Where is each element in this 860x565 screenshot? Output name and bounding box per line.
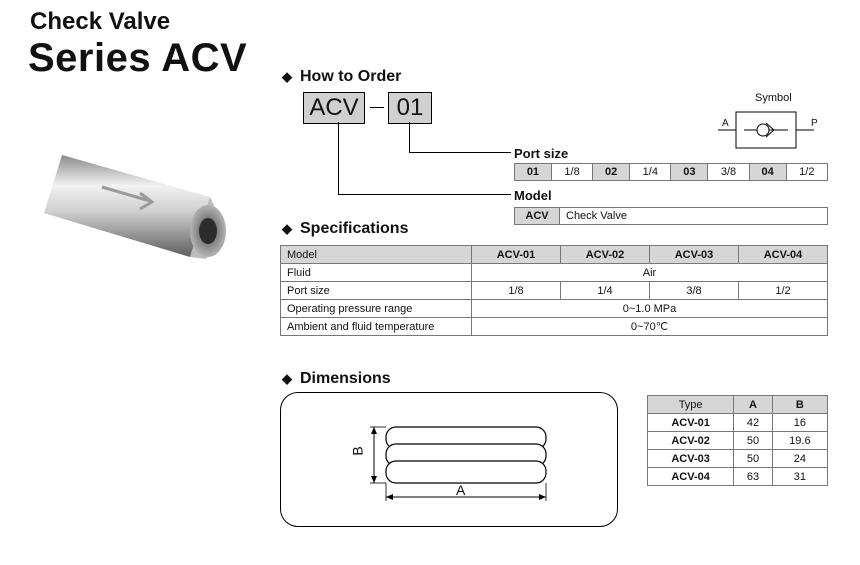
spec-header-cell: ACV-03 — [650, 246, 739, 264]
spec-value-cell: Air — [472, 264, 828, 282]
dimensions-heading-text: Dimensions — [300, 370, 391, 387]
table-row — [515, 208, 828, 225]
spec-row-label: Fluid — [281, 264, 472, 282]
symbol-port-a: A — [722, 118, 729, 129]
symbol-port-p: P — [811, 118, 818, 129]
table-row — [648, 468, 828, 486]
port-code-cell: 01 — [515, 164, 552, 181]
model-code-cell: ACV — [515, 208, 560, 225]
dim-header-cell: A — [734, 396, 773, 414]
dim-value-cell: 50 — [734, 450, 773, 468]
spec-header-cell: ACV-01 — [472, 246, 561, 264]
diamond-bullet-icon: ◆ — [282, 69, 292, 84]
spec-value-cell: 1/4 — [561, 282, 650, 300]
how-to-order-heading — [282, 68, 401, 86]
dim-value-cell: 42 — [734, 414, 773, 432]
drawing-label-a: A — [456, 482, 466, 498]
spec-row-label: Port size — [281, 282, 472, 300]
dimension-drawing — [350, 415, 560, 510]
table-row — [281, 264, 828, 282]
how-to-order-heading-text: How to Order — [300, 68, 402, 85]
model-code-box: ACV — [303, 92, 365, 124]
dim-value-cell: 31 — [772, 468, 827, 486]
spec-value-cell: 3/8 — [650, 282, 739, 300]
table-header-row — [281, 246, 828, 264]
product-category: Check Valve — [30, 8, 171, 35]
model-leader-vertical — [338, 122, 339, 194]
check-valve-symbol-icon — [718, 108, 828, 152]
dim-type-cell: ACV-03 — [648, 450, 734, 468]
spec-value-cell: 1/2 — [739, 282, 828, 300]
port-size-cell: 3/8 — [708, 164, 749, 181]
spec-header-cell: ACV-02 — [561, 246, 650, 264]
port-leader-horizontal — [409, 152, 511, 153]
table-row — [648, 450, 828, 468]
spec-value-cell: 0~70℃ — [472, 318, 828, 336]
table-row — [281, 300, 828, 318]
dim-type-cell: ACV-02 — [648, 432, 734, 450]
spec-value-cell: 1/8 — [472, 282, 561, 300]
port-code-cell: 02 — [593, 164, 630, 181]
dim-value-cell: 24 — [772, 450, 827, 468]
model-table — [514, 207, 828, 225]
dim-value-cell: 16 — [772, 414, 827, 432]
dim-value-cell: 50 — [734, 432, 773, 450]
dim-value-cell: 63 — [734, 468, 773, 486]
dim-header-cell: Type — [648, 396, 734, 414]
table-row — [648, 432, 828, 450]
model-name-cell: Check Valve — [560, 208, 828, 225]
port-size-cell: 1/2 — [786, 164, 827, 181]
port-code-cell: 03 — [671, 164, 708, 181]
specifications-table — [280, 245, 828, 336]
spec-row-label: Ambient and fluid temperature — [281, 318, 472, 336]
spec-row-label: Operating pressure range — [281, 300, 472, 318]
model-label: Model — [514, 188, 552, 203]
dim-type-cell: ACV-01 — [648, 414, 734, 432]
dim-type-cell: ACV-04 — [648, 468, 734, 486]
dim-value-cell: 19.6 — [772, 432, 827, 450]
specifications-heading — [282, 220, 408, 238]
spec-value-cell: 0~1.0 MPa — [472, 300, 828, 318]
table-row — [515, 164, 828, 181]
port-code-box: 01 — [388, 92, 432, 124]
drawing-label-b: B — [349, 446, 366, 456]
port-size-table — [514, 163, 828, 181]
valve-product-photo — [40, 145, 240, 265]
symbol-label: Symbol — [755, 92, 792, 104]
diamond-bullet-icon: ◆ — [282, 371, 292, 386]
spec-header-cell: Model — [281, 246, 472, 264]
table-row — [281, 282, 828, 300]
model-leader-horizontal — [338, 194, 511, 195]
specifications-heading-text: Specifications — [300, 220, 409, 237]
spec-header-cell: ACV-04 — [739, 246, 828, 264]
series-title: Series ACV — [28, 36, 248, 80]
port-size-label: Port size — [514, 146, 569, 161]
port-leader-vertical — [409, 122, 410, 152]
table-header-row — [648, 396, 828, 414]
port-size-cell: 1/4 — [630, 164, 671, 181]
table-row — [648, 414, 828, 432]
dim-header-cell: B — [772, 396, 827, 414]
diamond-bullet-icon: ◆ — [282, 221, 292, 236]
code-separator-dash — [370, 107, 384, 108]
dimensions-heading — [282, 370, 391, 388]
dimensions-table — [647, 395, 828, 486]
table-row — [281, 318, 828, 336]
port-code-cell: 04 — [749, 164, 786, 181]
port-size-cell: 1/8 — [551, 164, 592, 181]
